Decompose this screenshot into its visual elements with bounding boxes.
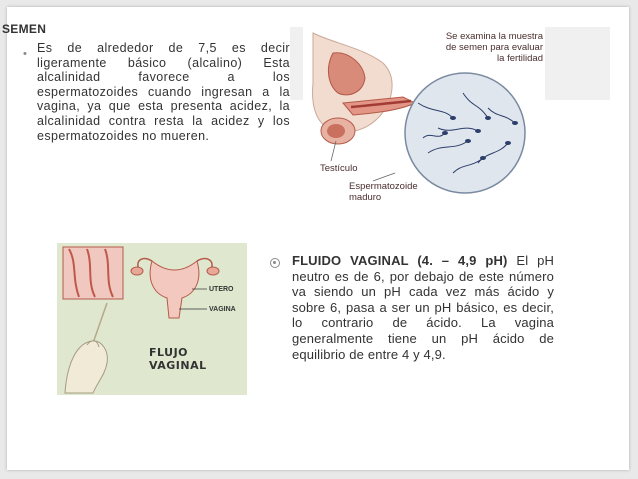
- semen-description: Es de alrededor de 7,5 es decir ligeramente básico (alcalino) Esta alcalinidad favorece a los espermatozoides cuando ingresan a la vagina, ya que esta presenta acidez, la alcalinidad contra resta la acidez y los espermatozoides no mueren.: [37, 41, 290, 143]
- circle-bullet-icon: [270, 258, 280, 268]
- label-vagina: VAGINA: [209, 306, 236, 313]
- fluido-heading: FLUIDO VAGINAL (4. – 4,9 pH): [292, 253, 508, 268]
- semen-figure-caption: Se examina la muestra de semen para evaluar la fertilidad: [445, 31, 543, 64]
- label-flujo-vaginal: FLUJO VAGINAL: [149, 346, 207, 372]
- vaginal-fluid-illustration: [57, 243, 247, 395]
- bullet-dot-icon: •: [23, 48, 27, 60]
- label-testiculo: Testículo: [320, 163, 358, 174]
- semen-illustration: [303, 23, 545, 207]
- vaginal-fluid-graphic: [57, 243, 247, 395]
- fluido-description: El pH neutro es de 6, por debajo de este número va siendo un pH cada vez más ácido y sobre 6, pasa a ser un pH básico, es decir, lo contrario de ácido. La vagina generalmente tiene un pH ácido de equilibrio de entre 4 y 4,9.: [292, 253, 555, 362]
- label-utero: UTERO: [209, 286, 234, 293]
- fluido-vaginal-paragraph: [292, 253, 554, 362]
- label-espermatozoide: Espermatozoide maduro: [349, 181, 418, 203]
- section-title: SEMEN: [2, 22, 47, 36]
